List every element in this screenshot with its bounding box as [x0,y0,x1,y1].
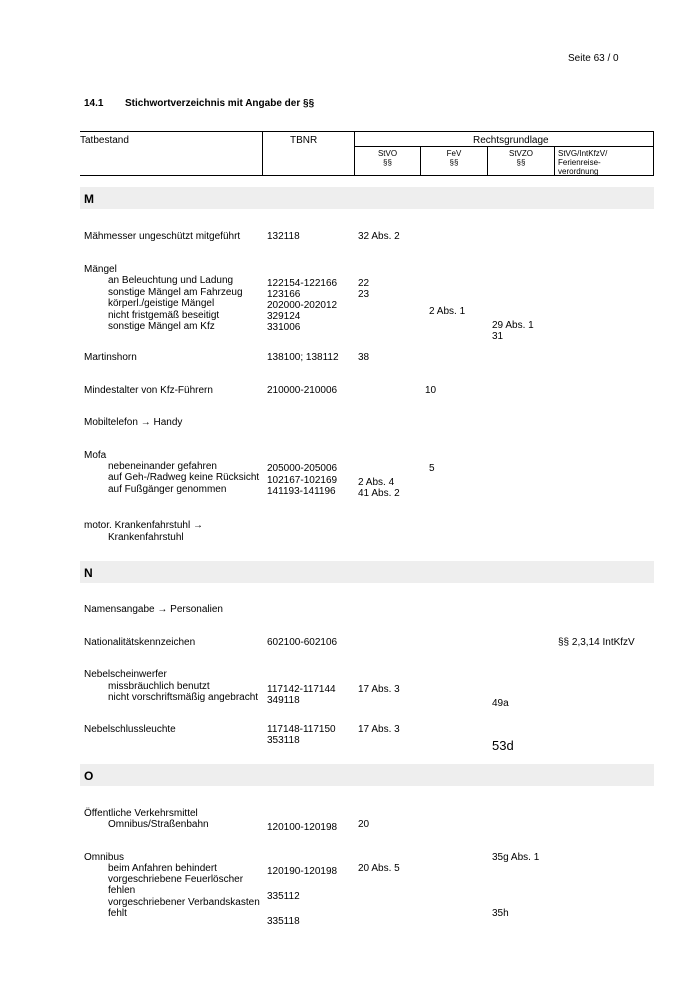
entry-stvzo: 35g Abs. 1 [492,852,540,863]
entry-stvo: 2 Abs. 4 [358,477,395,488]
entry-stvzo: 31 [492,331,504,342]
entry-tbnr: 205000-205006 [267,463,338,474]
entry-tbnr: 138100; 138112 [267,352,339,363]
entry-stvo: 38 [358,352,370,363]
fev-para: §§ [449,158,459,167]
entry-sub: sonstige Mängel am Kfz [108,321,215,332]
stvo-label: StVO [377,149,398,158]
stvzo-para: §§ [516,158,526,167]
section-number: 14.1 [84,98,104,109]
stvo-para: §§ [383,158,392,167]
col-header-stvzo [488,149,554,167]
entry-label: Öffentliche Verkehrsmittel [84,808,198,819]
section-band-n [80,561,654,583]
entry-sub: nicht vorschriftsmäßig angebracht [108,692,259,703]
entry-sub: nicht fristgemäß beseitigt [108,310,220,321]
entry-stvo: 20 [358,819,370,830]
entry-tbnr: 120100-120198 [267,822,338,833]
header-divider [554,146,555,176]
entry-tbnr: 132118 [267,231,300,242]
col-header-tatbestand: Tatbestand [80,135,129,146]
entry-label: motor. Krankenfahrstuhl → [84,520,203,531]
entry-tbnr: 117148-117150 [267,724,336,735]
entry-tbnr: 329124 [267,311,301,322]
entry-tbnr: 210000-210006 [267,385,338,396]
entry-tbnr: 331006 [267,322,301,333]
entry-tbnr: 353118 [267,735,300,746]
entry-sub: fehlen [108,885,136,896]
entry-tbnr: 335112 [267,891,300,902]
section-letter: M [84,192,94,206]
stvg-line: Ferienreise- [558,158,601,167]
entry-label: Mobiltelefon → Handy [84,417,183,428]
entry-stvzo: 53d [492,738,514,753]
entry-label: Mindestalter von Kfz-Führern [84,385,213,396]
section-title: Stichwortverzeichnis mit Angabe der §§ [125,98,315,109]
entry-label: Mähmesser ungeschützt mitgeführt [84,231,241,242]
header-divider [262,131,263,176]
entry-sub: auf Fußgänger genommen [108,484,227,495]
entry-label: Martinshorn [84,352,137,363]
entry-stvo: 22 [358,278,370,289]
entry-tbnr: 123166 [267,289,301,300]
stvg-line: verordnung [558,167,599,176]
entry-sub: auf Geh-/Radweg keine Rücksicht [108,472,260,483]
entry-stvo: 17 Abs. 3 [358,684,400,695]
entry-tbnr: 117142-117144 [267,684,336,695]
entry-stvg: §§ 2,3,14 IntKfzV [558,637,635,648]
section-band-o [80,764,654,786]
stvg-line: StVG/IntKfzV/ [558,149,608,158]
header-top-border [80,131,654,132]
entry-label: Omnibus [84,852,125,863]
entry-stvzo: 29 Abs. 1 [492,320,534,331]
entry-sub: Krankenfahrstuhl [108,532,184,543]
entry-sub: missbräuchlich benutzt [108,681,210,692]
entry-sub: an Beleuchtung und Ladung [108,275,234,286]
entry-tbnr: 120190-120198 [267,866,338,877]
entry-tbnr: 602100-602106 [267,637,338,648]
entry-tbnr: 349118 [267,695,300,706]
entry-label: Nebelscheinwerfer [84,669,167,680]
entry-tbnr: 202000-202012 [267,300,338,311]
entry-stvo: 41 Abs. 2 [358,488,400,499]
entry-label: Mofa [84,450,107,461]
entry-tbnr: 335118 [267,916,300,927]
entry-label: Mängel [84,264,117,275]
section-band-m [80,187,654,209]
col-header-tbnr: TBNR [290,135,318,146]
entry-stvo: 23 [358,289,370,300]
entry-sub: fehlt [108,908,127,919]
section-letter: O [84,769,94,783]
entry-label: Nebelschlussleuchte [84,724,176,735]
entry-sub: Omnibus/Straßenbahn [108,819,209,830]
entry-fev: 10 [425,385,437,396]
col-header-stvo [355,149,420,167]
col-header-rechtsgrundlage: Rechtsgrundlage [473,135,549,146]
col-header-fev [421,149,487,167]
entry-fev: 5 [429,463,435,474]
entry-sub: nebeneinander gefahren [108,461,217,472]
entry-stvo: 32 Abs. 2 [358,231,400,242]
header-divider [653,131,654,176]
entry-sub: vorgeschriebene Feuerlöscher [108,874,244,885]
entry-sub: sonstige Mängel am Fahrzeug [108,287,243,298]
entry-tbnr: 122154-122166 [267,278,338,289]
col-header-stvg [558,149,607,176]
entry-stvo: 20 Abs. 5 [358,863,400,874]
header-subrow-border [354,146,654,147]
entry-tbnr: 141193-141196 [267,486,336,497]
entry-sub: vorgeschriebener Verbandskasten [108,897,260,908]
page-number: Seite 63 / 0 [568,53,619,64]
section-letter: N [84,566,93,580]
entry-fev: 2 Abs. 1 [429,306,466,317]
entry-stvzo: 35h [492,908,509,919]
entry-sub: beim Anfahren behindert [108,863,217,874]
fev-label: FeV [446,149,462,158]
entry-tbnr: 102167-102169 [267,475,338,486]
entry-stvo: 17 Abs. 3 [358,724,400,735]
entry-stvzo: 49a [492,698,509,709]
entry-sub: körperl./geistige Mängel [108,298,215,309]
entry-label: Namensangabe → Personalien [84,604,223,615]
entry-label: Nationalitätskennzeichen [84,637,196,648]
stvzo-label: StVZO [508,149,533,158]
